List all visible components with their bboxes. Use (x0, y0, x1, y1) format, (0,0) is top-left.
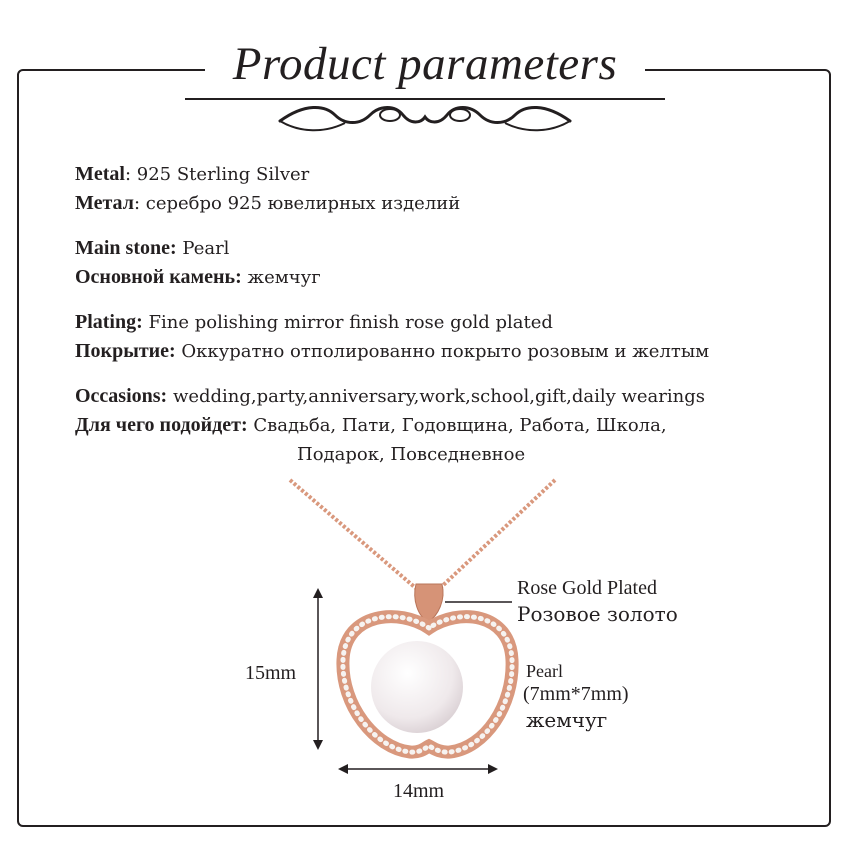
rose-gold-ru-label: Розовое золото (517, 602, 678, 626)
stone-ru: Основной камень: жемчуг (75, 266, 321, 288)
occasions-ru-cont: Подарок, Повседневное (297, 444, 526, 465)
occasions-ru: Для чего подойдет: Свадьба, Пати, Годовщина, Работа, Школа, (75, 414, 667, 436)
stone-en: Main stone: Pearl (75, 237, 230, 259)
width-label: 14mm (393, 780, 445, 802)
metal-ru: Метал: серебро 925 ювелирных изделий (75, 192, 461, 214)
pearl-size-label: (7mm*7mm) (523, 683, 629, 705)
pearl (371, 641, 463, 733)
plating-ru: Покрытие: Оккуратно отполированно покрыто розовым и желтым (75, 340, 710, 362)
pearl-label: Pearl (526, 661, 563, 681)
page-title: Product parameters (232, 38, 618, 90)
chain-right (438, 480, 555, 590)
height-label: 15mm (245, 662, 297, 684)
chain-left (290, 480, 418, 590)
plating-en: Plating: Fine polishing mirror finish rose gold plated (75, 311, 553, 333)
metal-en: Metal: 925 Sterling Silver (75, 163, 310, 185)
pearl-ru-label: жемчуг (526, 708, 608, 732)
occasions-en: Occasions: wedding,party,anniversary,work,school,gift,daily wearings (75, 385, 706, 407)
rose-gold-label: Rose Gold Plated (517, 577, 657, 599)
